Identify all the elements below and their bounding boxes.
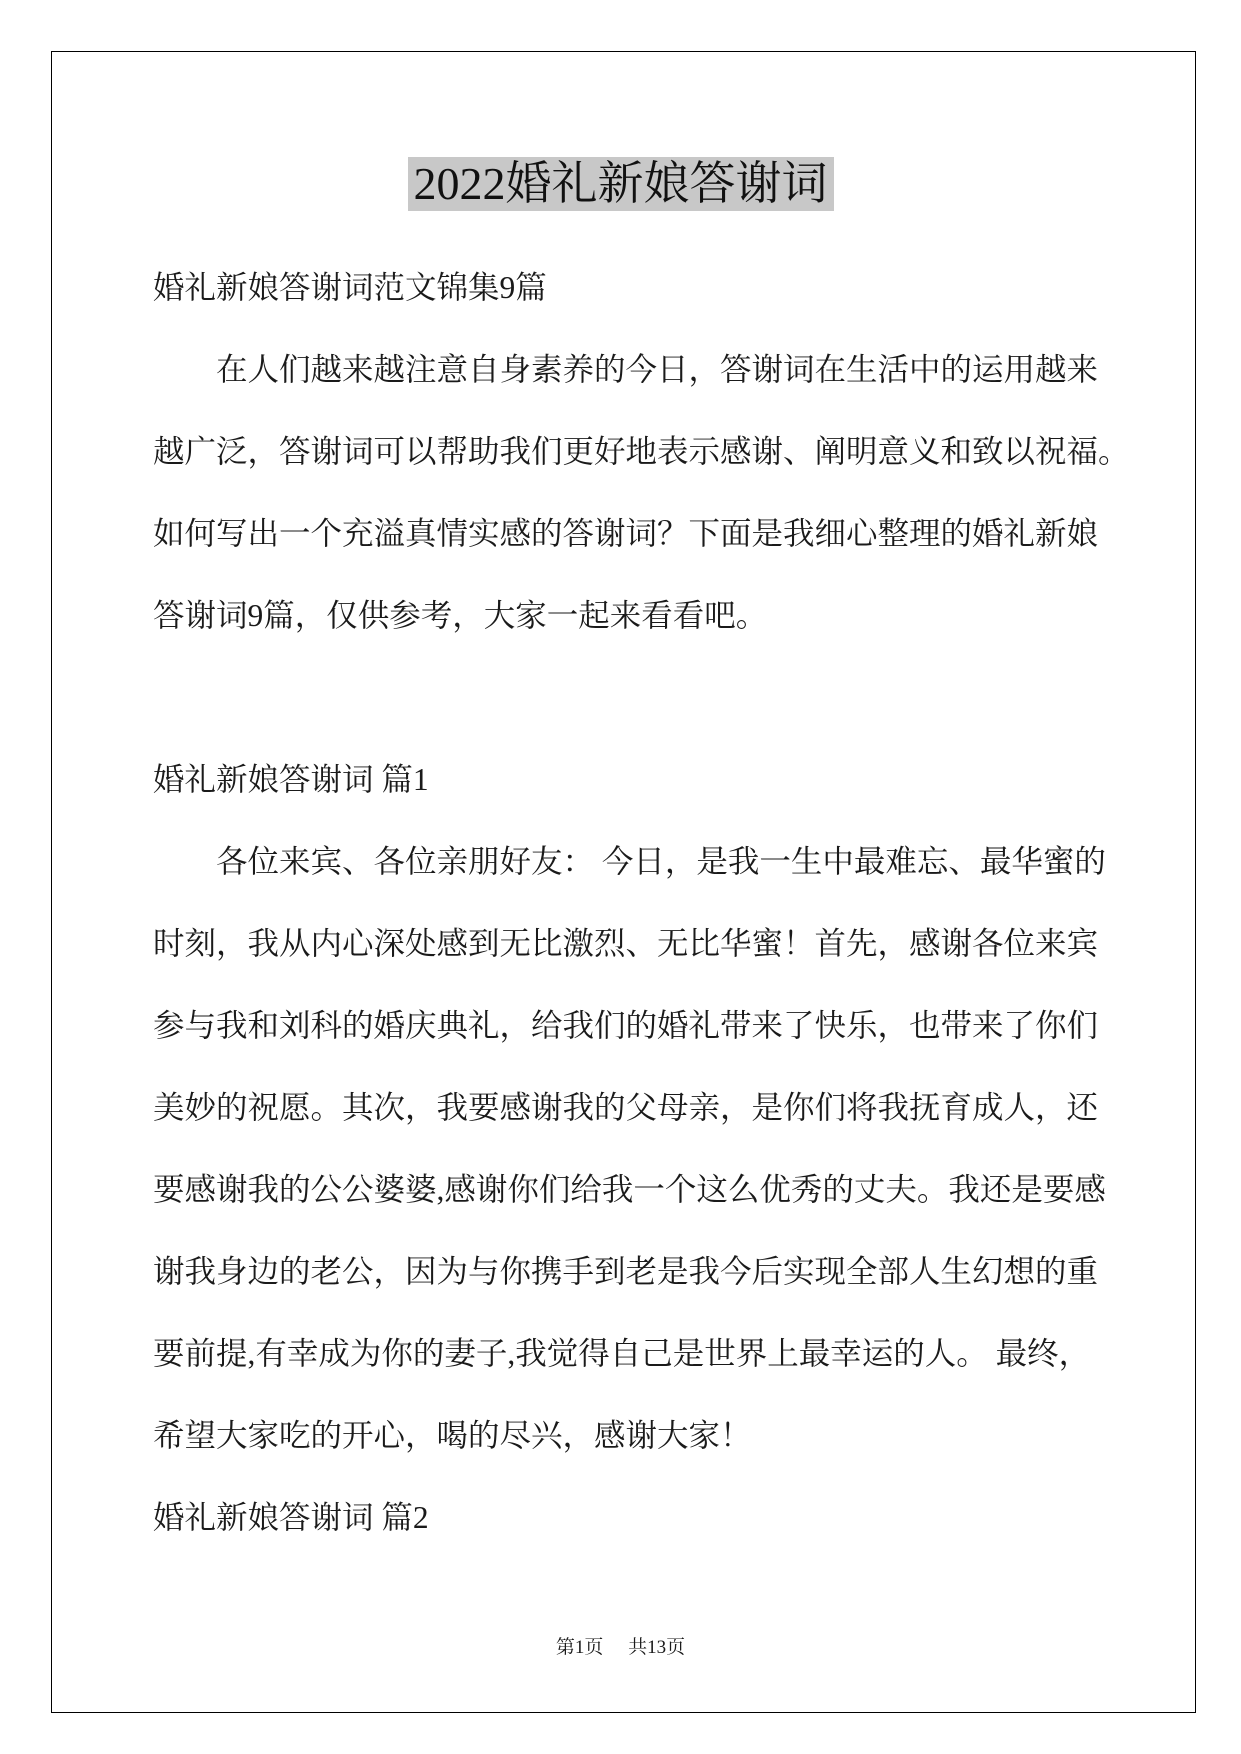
section-1-line: 要前提,有幸成为你的妻子,我觉得自己是世界上最幸运的人。 最终， — [153, 1336, 1091, 1371]
document-title: 2022婚礼新娘答谢词 — [408, 157, 834, 211]
section-1-line: 参与我和刘科的婚庆典礼，给我们的婚礼带来了快乐，也带来了你们 — [153, 1008, 1099, 1043]
blank-line — [153, 657, 1153, 739]
section-1-line: 要感谢我的公公婆婆,感谢你们给我一个这么优秀的丈夫。我还是要感 — [153, 1172, 1106, 1207]
intro-line: 在人们越来越注意自身素养的今日，答谢词在生活中的运用越来 — [216, 352, 1099, 387]
intro-line: 如何写出一个充溢真情实感的答谢词？下面是我细心整理的婚礼新娘 — [153, 516, 1099, 551]
title-container — [0, 157, 1241, 211]
intro-line: 越广泛，答谢词可以帮助我们更好地表示感谢、阐明意义和致以祝福。 — [153, 434, 1130, 469]
page-total: 共13页 — [628, 1637, 686, 1658]
section-1-paragraph — [153, 821, 1153, 1477]
section-1-line: 各位来宾、各位亲朋好友： 今日，是我一生中最难忘、最华蜜的 — [216, 844, 1106, 879]
intro-line: 答谢词9篇，仅供参考，大家一起来看看吧。 — [153, 598, 768, 633]
section-1-line: 时刻，我从内心深处感到无比激烈、无比华蜜！首先，感谢各位来宾 — [153, 926, 1099, 961]
document-subtitle: 婚礼新娘答谢词范文锦集9篇 — [153, 270, 547, 305]
section-1-line: 谢我身边的老公，因为与你携手到老是我今后实现全部人生幻想的重 — [153, 1254, 1099, 1289]
page-footer — [0, 1636, 1241, 1660]
page-number: 第1页 — [555, 1637, 604, 1658]
intro-paragraph — [153, 329, 1153, 657]
section-1-line: 美妙的祝愿。其次，我要感谢我的父母亲，是你们将我抚育成人，还 — [153, 1090, 1099, 1125]
document-body — [153, 247, 1153, 1559]
section-heading-1: 婚礼新娘答谢词 篇1 — [153, 762, 429, 797]
section-1-line: 希望大家吃的开心，喝的尽兴，感谢大家！ — [153, 1418, 752, 1453]
section-heading-2: 婚礼新娘答谢词 篇2 — [153, 1500, 429, 1535]
